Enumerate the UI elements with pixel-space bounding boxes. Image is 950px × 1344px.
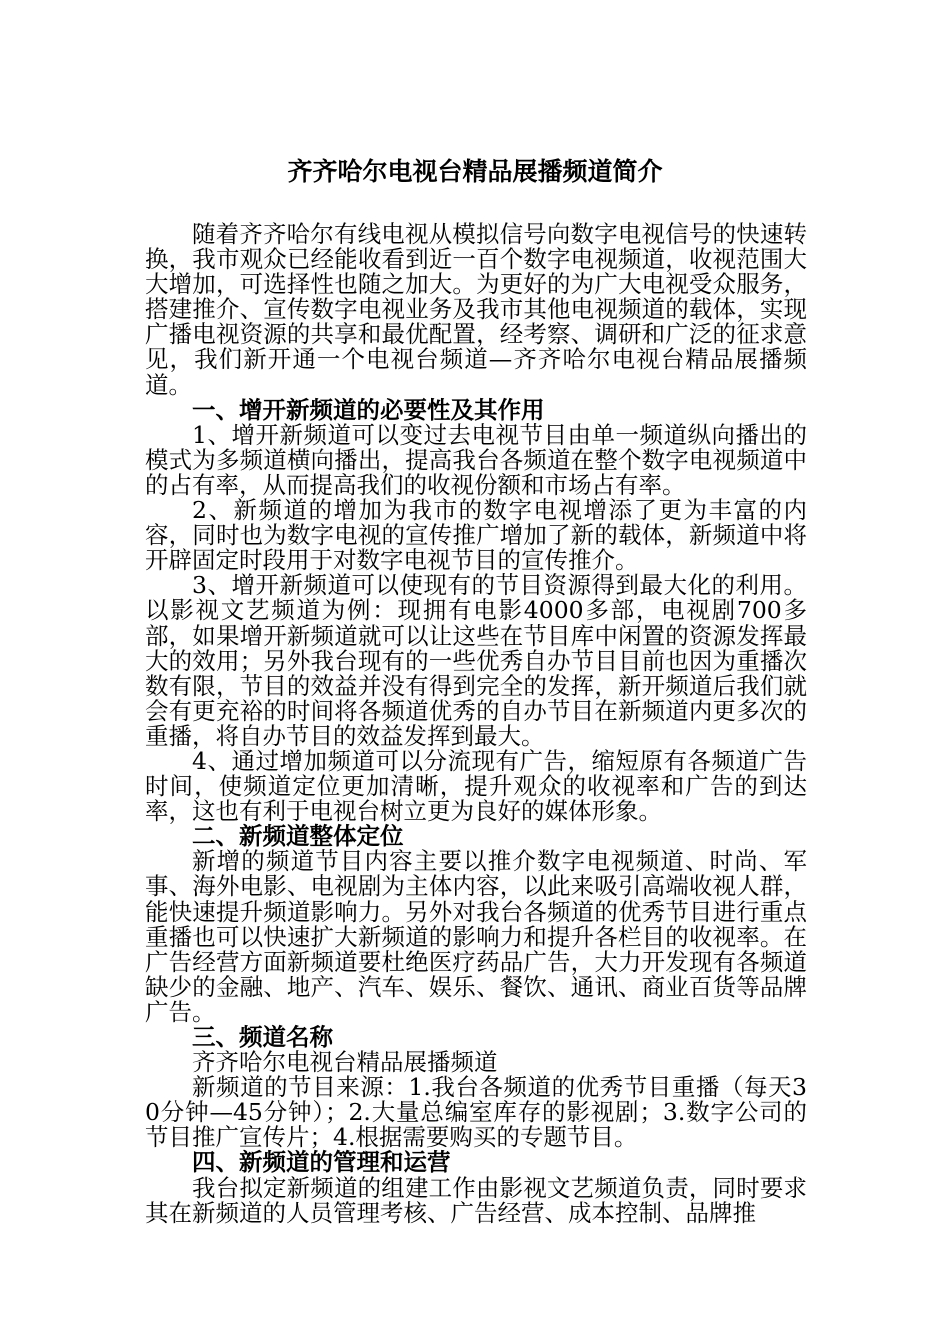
section-1-paragraph-2: 2、新频道的增加为我市的数字电视增添了更为丰富的内容，同时也为数字电视的宣传推广增加了新的载体，新频道中将开辟固定时段用于对数字电视节目的宣传推介。 (145, 496, 807, 575)
section-1-heading: 一、增开新频道的必要性及其作用 (192, 395, 545, 424)
document-title: 齐齐哈尔电视台精品展播频道简介 (287, 157, 663, 186)
section-4-heading: 四、新频道的管理和运营 (192, 1148, 451, 1177)
section-1-paragraph-3: 3、增开新频道可以使现有的节目资源得到最大化的利用。以影视文艺频道为例：现拥有电影4000多部，电视剧700多部，如果增开新频道就可以让这些在节目库中闲置的资源发挥最大的效用；另外我台现有的一些优秀自办节目目前也因为重播次数有限，节目的效益并没有得到完全的发挥，新开频道后我们就会有更充裕的时间将各频道优秀的自办节目在新频道内更多次的重播，将自办节目的效益发挥到最大。 (145, 571, 807, 750)
section-3-paragraph-2: 新频道的节目来源：1.我台各频道的优秀节目重播（每天30分钟—45分钟）；2.大量总编室库存的影视剧；3.数字公司的节目推广宣传片；4.根据需要购买的专题节目。 (145, 1073, 807, 1152)
section-3-heading: 三、频道名称 (192, 1023, 333, 1051)
document-body (145, 222, 807, 1226)
section-1-paragraph-1: 1、增开新频道可以变过去电视节目由单一频道纵向播出的模式为多频道横向播出，提高我台各频道在整个数字电视频道中的占有率，从而提高我们的收视份额和市场占有率。 (145, 420, 807, 499)
section-3-paragraph-1: 齐齐哈尔电视台精品展播频道 (192, 1048, 498, 1077)
section-4-paragraph-1: 我台拟定新频道的组建工作由影视文艺频道负责，同时要求其在新频道的人员管理考核、广告经营、成本控制、品牌推 (145, 1173, 807, 1227)
section-2-paragraph-1: 新增的频道节目内容主要以推介数字电视频道、时尚、军事、海外电影、电视剧为主体内容，以此来吸引高端收视人群，能快速提升频道影响力。另外对我台各频道的优秀节目进行重点重播也可以快速扩大新频道的影响力和提升各栏目的收视率。在广告经营方面新频道要杜绝医疗药品广告，大力开发现有各频道缺少的金融、地产、汽车、娱乐、餐饮、通讯、商业百货等品牌广告。 (145, 847, 807, 1026)
intro-paragraph: 随着齐齐哈尔有线电视从模拟信号向数字电视信号的快速转换，我市观众已经能收看到近一百个数字电视频道，收视范围大大增加，可选择性也随之加大。为更好的为广大电视受众服务，搭建推介、宣传数字电视业务及我市其他电视频道的载体，实现广播电视资源的共享和最优配置，经考察、调研和广泛的征求意见，我们新开通一个电视台频道—齐齐哈尔电视台精品展播频道。 (145, 220, 807, 399)
section-1-paragraph-4: 4、通过增加频道可以分流现有广告，缩短原有各频道广告时间，使频道定位更加清晰，提升观众的收视率和广告的到达率，这也有利于电视台树立更为良好的媒体形象。 (145, 746, 807, 826)
section-2-heading: 二、新频道整体定位 (192, 822, 404, 851)
